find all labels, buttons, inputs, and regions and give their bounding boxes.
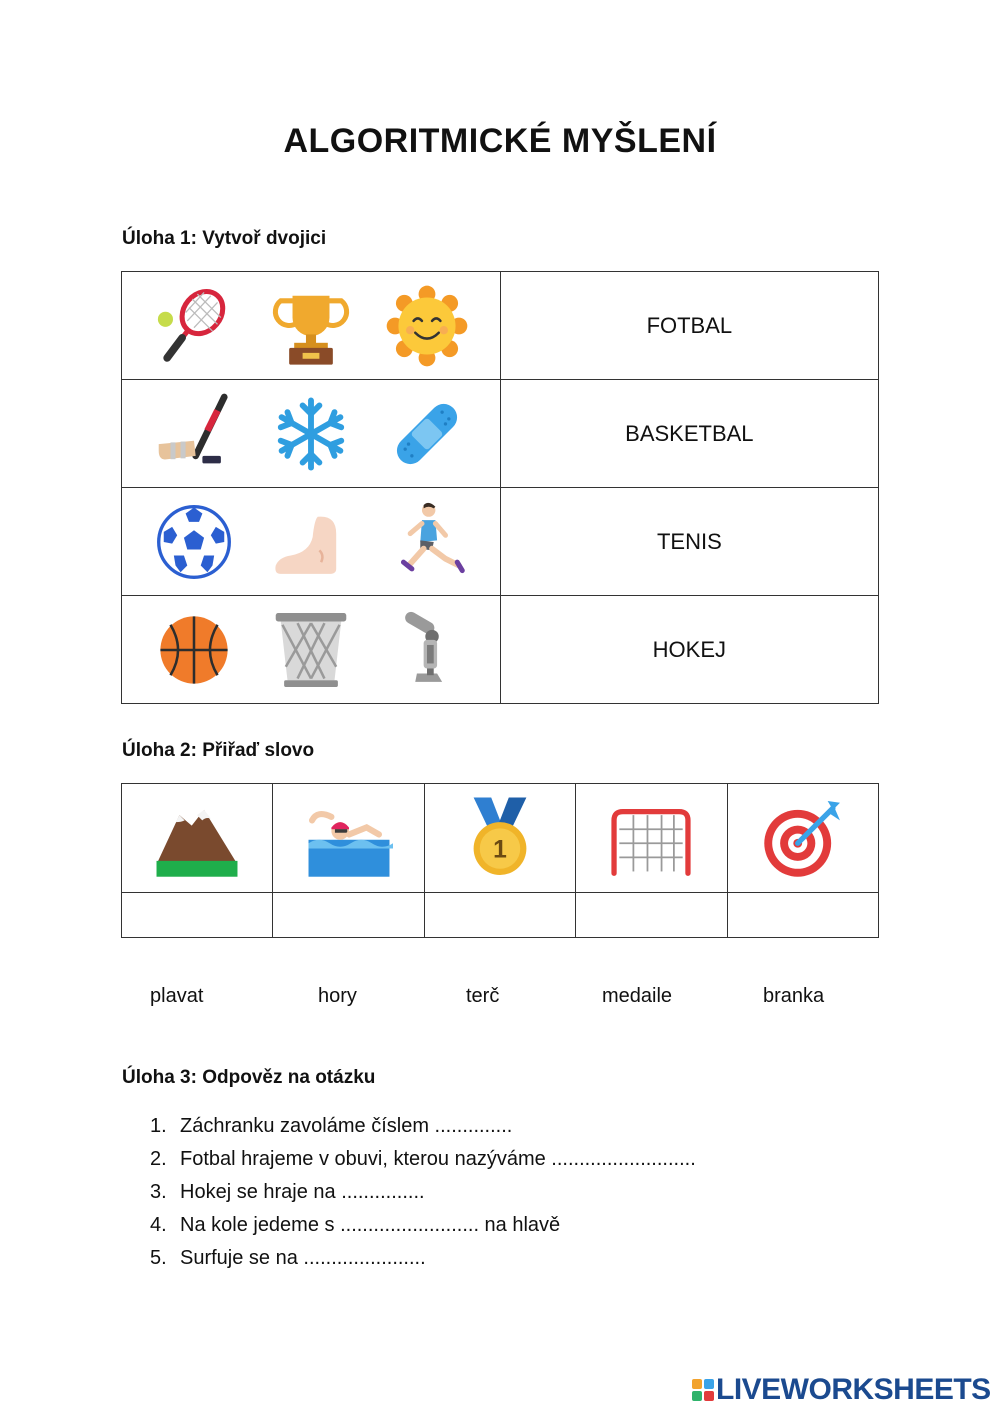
bandage-icon [385, 392, 469, 476]
pictures-cell [122, 488, 501, 596]
goal-net-icon [607, 794, 695, 882]
mechanical-leg-icon [385, 608, 469, 692]
question-text: Na kole jedeme s ......................... na hlavě [180, 1214, 561, 1236]
word-bank-item[interactable]: terč [466, 985, 500, 1007]
basketball-icon [152, 608, 236, 692]
word-cell: FOTBAL [500, 272, 878, 380]
table-row [122, 380, 879, 488]
table-row [122, 488, 879, 596]
question-text: Záchranku zavoláme číslem .............. [180, 1115, 513, 1137]
word-bank-item[interactable]: medaile [602, 985, 673, 1007]
word-bank-item[interactable]: hory [318, 985, 357, 1007]
page-title: ALGORITMICKÉ MYŠLENÍ [283, 122, 717, 160]
pictures-cell [122, 380, 501, 488]
word-cell: BASKETBAL [500, 380, 878, 488]
picture-cell [727, 784, 878, 893]
table-row [122, 272, 879, 380]
trophy-icon [269, 284, 353, 368]
answer-cell[interactable] [424, 893, 575, 938]
matching-table [121, 783, 879, 938]
list-item [150, 1143, 696, 1176]
task2-heading: Úloha 2: Přiřaď slovo [122, 740, 315, 761]
pictures-cell [122, 596, 501, 704]
picture-cell [273, 784, 424, 893]
word-cell: TENIS [500, 488, 878, 596]
question-number: 2. [150, 1148, 167, 1170]
medal-icon [456, 794, 544, 882]
foot-icon [269, 500, 353, 584]
list-item [150, 1242, 696, 1275]
running-person-icon [385, 500, 469, 584]
word-bank [121, 985, 879, 1015]
mountain-icon [153, 794, 241, 882]
answer-cell[interactable] [273, 893, 424, 938]
question-text: Hokej se hraje na ............... [180, 1181, 425, 1203]
question-number: 1. [150, 1115, 167, 1137]
list-item [150, 1176, 696, 1209]
tennis-racket-icon [152, 284, 236, 368]
question-text: Surfuje se na ...................... [180, 1247, 426, 1269]
question-number: 3. [150, 1181, 167, 1203]
answer-cell[interactable] [727, 893, 878, 938]
word-bank-item[interactable]: branka [763, 985, 825, 1007]
basket-icon [269, 608, 353, 692]
list-item [150, 1209, 696, 1242]
logo-text: LIVEWORKSHEETS [716, 1373, 991, 1406]
question-number: 5. [150, 1247, 167, 1269]
word-cell: HOKEJ [500, 596, 878, 704]
table-row [122, 596, 879, 704]
snowflake-icon [269, 392, 353, 476]
answer-row [122, 893, 879, 938]
question-text: Fotbal hrajeme v obuvi, kterou nazýváme .......................... [180, 1148, 696, 1170]
target-icon [759, 794, 847, 882]
picture-cell [576, 784, 727, 893]
picture-cell [424, 784, 575, 893]
question-list [150, 1110, 696, 1275]
word-bank-item[interactable]: plavat [150, 985, 204, 1007]
pictures-cell [122, 272, 501, 380]
liveworksheets-logo[interactable] [692, 1372, 991, 1408]
answer-cell[interactable] [122, 893, 273, 938]
pairing-table [121, 271, 879, 704]
swimmer-icon [305, 794, 393, 882]
smiling-sun-icon [385, 284, 469, 368]
task3-heading: Úloha 3: Odpověz na otázku [122, 1067, 376, 1088]
list-item [150, 1110, 696, 1143]
svg-text:1: 1 [493, 836, 507, 864]
soccer-ball-icon [152, 500, 236, 584]
question-number: 4. [150, 1214, 167, 1236]
task1-heading: Úloha 1: Vytvoř dvojici [122, 228, 327, 249]
answer-cell[interactable] [576, 893, 727, 938]
logo-blocks-icon [692, 1379, 714, 1401]
picture-cell [122, 784, 273, 893]
hockey-stick-icon [152, 392, 236, 476]
picture-row [122, 784, 879, 893]
